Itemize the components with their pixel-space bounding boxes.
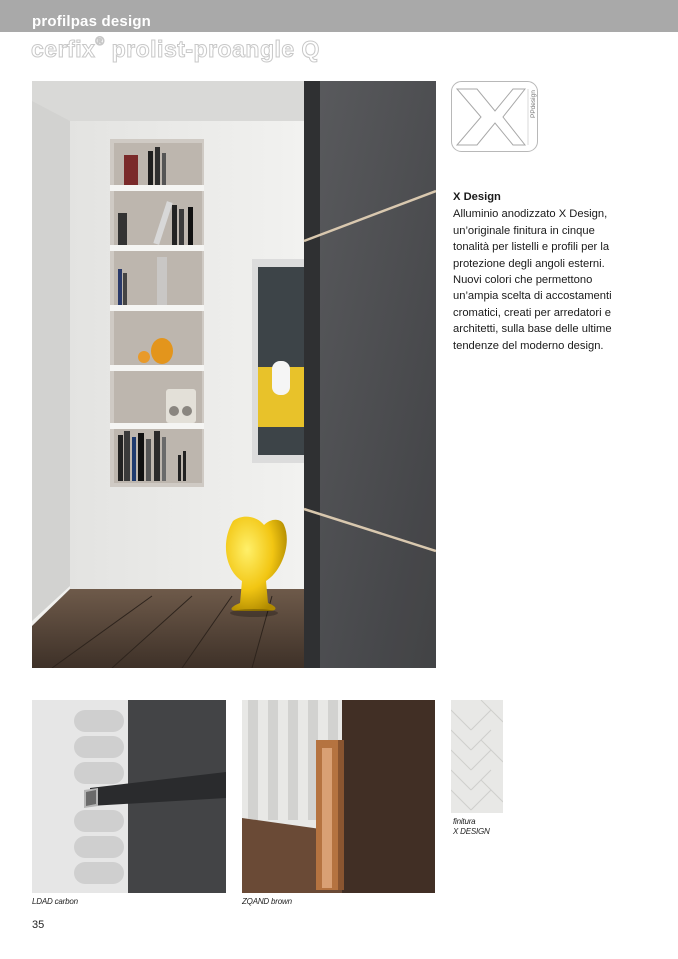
- interior-illustration: [32, 81, 436, 668]
- swatch-texture: [451, 700, 503, 813]
- description-line: tendenze del moderno design.: [453, 339, 604, 352]
- finish-caption-1: finitura: [453, 817, 476, 826]
- x-design-logo: [451, 81, 538, 152]
- product-title: [31, 36, 320, 63]
- ldad-caption: LDAD carbon: [32, 897, 78, 906]
- product-name: cerfix: [31, 36, 96, 62]
- description-line: tonalità per listelli e profili per la: [453, 241, 610, 254]
- logo-side-text: PPdesign: [530, 90, 537, 118]
- description-line: Nuovi colori che permettono: [453, 274, 593, 287]
- page-number: 35: [32, 919, 45, 931]
- product-suffix: prolist-proangle Q: [111, 36, 320, 62]
- description-heading: X Design: [453, 191, 501, 203]
- registered-mark: ®: [95, 34, 105, 48]
- description-line: architetti, sulla base delle ultime: [453, 323, 612, 336]
- brand-title: profilpas design: [32, 13, 152, 30]
- finish-caption-2: X DESIGN: [453, 827, 490, 836]
- description-block: [453, 189, 648, 354]
- description-line: un’originale finitura in cinque: [453, 224, 595, 237]
- zqand-brown-photo: [242, 700, 435, 893]
- zqand-caption: ZQAND brown: [242, 897, 292, 906]
- finish-swatch: [451, 700, 503, 813]
- zqand-illustration: [242, 700, 435, 893]
- hero-photo: [32, 81, 436, 668]
- ldad-carbon-photo: [32, 700, 226, 893]
- description-line: un’ampia scelta di accostamenti: [453, 290, 612, 303]
- ldad-illustration: [32, 700, 226, 893]
- description-line: cromatici, creati per arredatori e: [453, 306, 611, 319]
- description-line: protezione degli angoli esterni.: [453, 257, 605, 270]
- description-line: Alluminio anodizzato X Design,: [453, 208, 608, 221]
